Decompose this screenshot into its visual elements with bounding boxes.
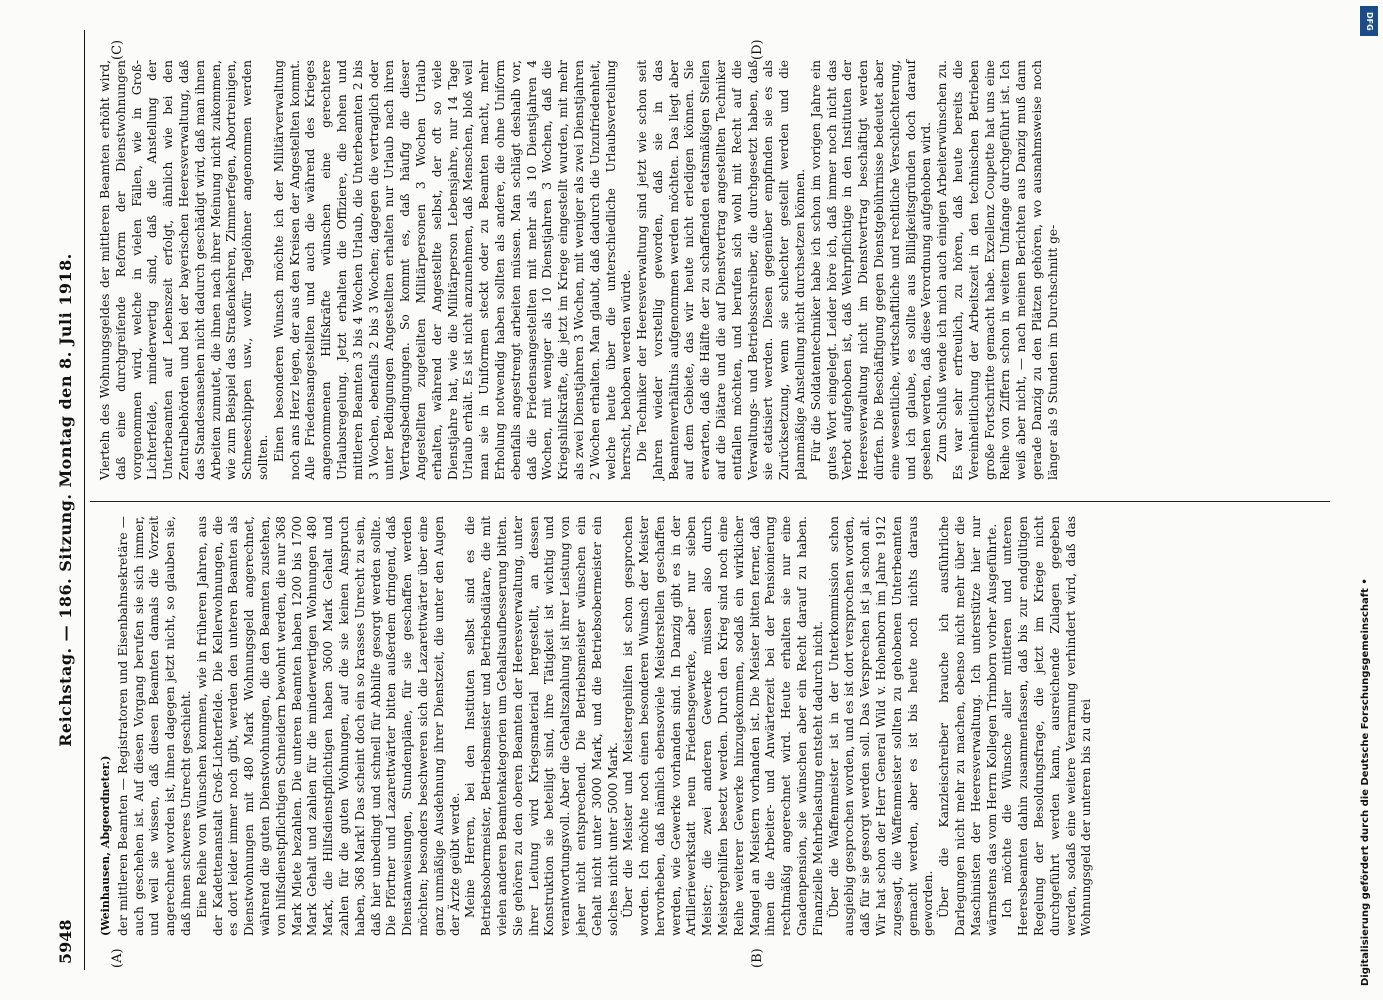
paragraph: Über die Meister und Meistergehilfen ist schon gesprochen worden. Ich möchte noch einen besonderen Wunsch der Meister hervorheben, daß nämlich ebensoviele Meisterstellen geschaffen werden, wie Gewerke vorhanden sind. In Danzig gibt es in der Artilleriewerkstatt neun Friedensgewerke, aber nur sieben Meister; die zwei anderen Gewerke müssen also durch Meistergehilfen besetzt werden. Durch den Krieg sind noch eine Reihe weiterer Gewerke hinzugekommen, sodaß ein wirklicher Mangel an Meistern vorhanden ist. Die Meister bitten ferner, daß ihnen die Arbeiter- und Anwärterzeit bei der Pensionierung rechtmäßig angerechnet wird. Heute erhalten sie nur eine Gnadenpension, sie wünschen aber ein Recht darauf zu haben. Finanzielle Mehrbelastung entsteht dadurch nicht. [621,516,825,936]
paragraph: Ich möchte die Wünsche aller mittleren und unteren Heeresbeamten dahin zusammenfassen, daß bis zur endgültigen Regelung der Besoldungsfrage, die jetzt im Kriege nicht durchgeführt werden kann, ausreichende Zulagen gegeben werden, sodaß eine weitere Verarmung verhindert wird, daß das Wohnungsgeld der unteren bis zu drei [1000,516,1094,936]
margin-mark-b: (B) [750,948,765,968]
column-divider [90,501,1330,502]
paragraph: Zum Schluß wende ich mich auch einigen Arbeiterwünschen zu. Es war sehr erfreulich, zu hören, daß heute bereits die Vereinheitlichung der Arbeitszeit in den technischen Betrieben große Fortschritte gemacht habe. Exzellenz Coupette hat uns eine Reihe von Ziffern schon in weitem Umfange durchgeführt ist. Ich weiß aber nicht, — nach meinen Berichten aus Danzig muß dann gerade Danzig zu den Plätzen gehören, wo ausnahmsweise noch länger als 9 Stunden im Durchschnitt ge- [935,60,1060,480]
margin-mark-a: (A) [110,948,125,968]
page-header [50,30,85,970]
paragraph: der mittleren Beamten — Registratoren und Eisenbahnsekretäre — auch geschehen ist. Auf diesen Vorgang berufen sie sich immer, und weil sie wissen, daß diesen Beamten damals die Vorzeit angerechnet worden ist, ihnen dagegen jetzt nicht, so glauben sie, daß ihnen schweres Unrecht geschieht. [115,516,193,936]
attribution-text: Digitalisierung gefördert durch die Deutsche Forschungsgemeinschaft • [1360,578,1371,986]
paragraph: Meine Herren, bei den Instituten selbst sind es die Betriebsobermeister, Betriebsmeister und Betriebsdiätare, die mit vielen anderen Beamtenkategorien um Gehaltsaufbesserung bitten. Sie gehören zu den oberen Beamten der Heeresverwaltung, unter ihrer Leitung wird Kriegsmaterial hergestellt, an dessen Konstruktion sie beteiligt sind, ihre Tätigkeit ist wichtig und verantwortungsvoll. Aber die Gehaltszahlung ist ihrer Leistung von jeher nicht entsprechend. Die Betriebsmeister wünschen ein Gehalt nicht unter 3000 Mark, und die Betriebsobermeister ein solches nicht unter 5000 Mark. [463,516,620,936]
page-number: 5948 [56,919,75,964]
paragraph: Einen besonderen Wunsch möchte ich der Militärverwaltung noch ans Herz legen, der aus den Kreisen der Angestellten kommt. Alle Friedensangestellten und auch die während des Krieges angenommenen Hilfskräfte wünschen eine gerechtere Urlaubsregelung. Jetzt erhalten die Offiziere, die hohen und mittleren Beamten 3 bis 4 Wochen Urlaub, die Unterbeamten 2 bis 3 Wochen, ebenfalls 2 bis 3 Wochen; dagegen die vertraglich oder unter Bedingungen Angestellten erhalten nur Urlaub nach ihren Vertragsbedingungen. So kommt es, daß häufig die dieser Angestellten zugeteilten Militärpersonen 3 Wochen Urlaub erhalten, während der Angestellte selbst, der oft so viele Dienstjahre hat, wie die Militärperson Lebensjahre, nur 14 Tage Urlaub erhält. Es ist nicht anzunehmen, daß Menschen, bloß weil man sie in Uniformen steckt oder zu Beamten macht, mehr Erholung notwendig haben sollten als andere, die ohne Uniform ebenfalls angestrengt arbeiten müssen. Man schlägt deshalb vor, daß die Friedensangestellten mit mehr als 10 Dienstjahren 4 Wochen, mit weniger als 10 Dienstjahren 3 Wochen, daß die Kriegshilfskräfte, die jetzt im Kriege eingestellt wurden, mit mehr als zwei Dienstjahren 3 Wochen, mit weniger als zwei Dienstjahren 2 Wochen erhalten. Man glaubt, daß dadurch die Unzufriedenheit, welche heute über die unterschiedliche Urlaubsverteilung herrscht, behoben werden würde. [271,60,634,480]
rotated-text-block [50,30,1350,970]
margin-mark-c: (C) [110,39,125,60]
paragraph: Die Techniker der Heeresverwaltung sind jetzt wie schon seit Jahren wieder vorstellig geworden, daß sie in das Beamtenverhältnis aufgenommen werden möchten. Das liegt aber auf dem Gebiete, das wir heute nicht erledigen können. Sie erwarten, daß die Hälfte der zu schaffenden etatsmäßigen Stellen auf die Diätare und die auf Dienstvertrag angestellten Techniker entfallen möchten, und berufen sich wohl mit Recht auf die Verwaltungs- und Betriebsschreiber, die durchgesetzt haben, daß sie etatisiert werden. Diesen gegenüber empfinden sie es als Zurücksetzung, wenn sie schlechter gestellt werden und die planmäßige Anstellung nicht durchsetzen können. [635,60,808,480]
dfg-logo: DFG [1360,6,1378,36]
attribution-strip [1360,6,1378,994]
column-right [98,60,1062,480]
paragraph: Vierteln des Wohnungsgeldes der mittleren Beamten erhöht wird, daß eine durchgreifende Reform der Dienstwohnungen vorgenommen wird, welche in vielen Fällen, wie in Groß-Lichterfelde, minderwertig sind, daß die Anstellung der Unterbeamten auf Lebenszeit erfolgt, ähnlich wie bei den Zentralbehörden und bei der bayerischen Heeresverwaltung, daß das Standesansehen nicht dadurch geschädigt wird, daß man ihnen Arbeiten zumutet, die ihnen nach ihrer Meinung nicht zukommen, wie zum Beispiel das Straßenkehren, Zimmerfegen, Abortreinigen, Schneeschippen usw., wofür Tagelöhner angenommen werden sollten. [98,60,270,480]
paragraph: Für die Soldatentechniker habe ich schon im vorigen Jahre ein gutes Wort eingelegt. Leider höre ich, daß immer noch nicht das Verbot aufgehoben ist, daß Wehrpflichtige in den Instituten der Heeresverwaltung nicht im Dienstvertrag beschäftigt werden dürfen. Die Beschäftigung gegen Dienstgebührnisse bedeutet aber eine wesentliche, wirtschaftliche und rechtliche Verschlechterung, und ich glaube, es sollte aus Billigkeitsgründen doch darauf gesehen werden, daß diese Verordnung aufgehoben wird. [808,60,934,480]
paragraph: Eine Reihe von Wünschen kommen, wie in früheren Jahren, aus der Kadettenanstalt Groß-Lichterfelde. Die Kellerwohnungen, die es dort leider immer noch gibt, werden den unteren Beamten als Dienstwohnungen mit 480 Mark Wohnungsgeld angerechnet, während die guten Dienstwohnungen, die den Beamten zustehen, von hilfsdienstpflichtigen Schneidern bewohnt werden, die nur 368 Mark Miete bezahlen. Die unteren Beamten haben 1200 bis 1700 Mark Gehalt und zahlen für die minderwertigen Wohnungen 480 Mark, die Hilfsdienstpflichtigen haben 3600 Mark Gehalt und zahlen für die guten Wohnungen, auf die sie keinen Anspruch haben, 368 Mark! Das scheint doch ein so krasses Unrecht zu sein, daß hier unbedingt und schnell für Abhilfe gesorgt werden sollte. Die Pförtner und Lazarettwärter bitten außerdem dringend, daß Dienstanweisungen, Stundenpläne, für sie geschaffen werden möchten; besonders beschweren sich die Lazarettwärter über eine ganz unmäßige Ausdehnung ihrer Dienstzeit, die unter den Augen der Ärzte geübt werde. [194,516,462,936]
speaker-label: (Weinhausen, Abgeordneter.) [99,755,112,936]
paragraph: Über die Kanzleischreiber brauche ich ausführliche Darlegungen nicht mehr zu machen, ebenso nicht mehr über die Maschinisten der Heeresverwaltung. Ich unterstütze hier nur wärmstens das vom Herrn Kollegen Trimborn vorher Ausgeführte. [937,516,999,936]
running-title: Reichstag. — 186. Sitzung. Montag den 8. Juli 1918. [56,253,75,747]
column-left [98,516,1095,936]
paragraph: Über die Waffenmeister ist in der Unterkommission schon ausgiebig gesprochen worden, und es ist dort versprochen worden, daß für sie gesorgt werden soll. Das Versprechen ist ja schon alt. Wir hat schon der Herr General Wild v. Hohenborn im Jahre 1912 zugesagt, die Waffenmeister sollten zu gehobenen Unterbeamten gemacht werden, aber es ist bis heute noch nichts daraus geworden. [826,516,936,936]
margin-mark-d: (D) [750,39,765,60]
